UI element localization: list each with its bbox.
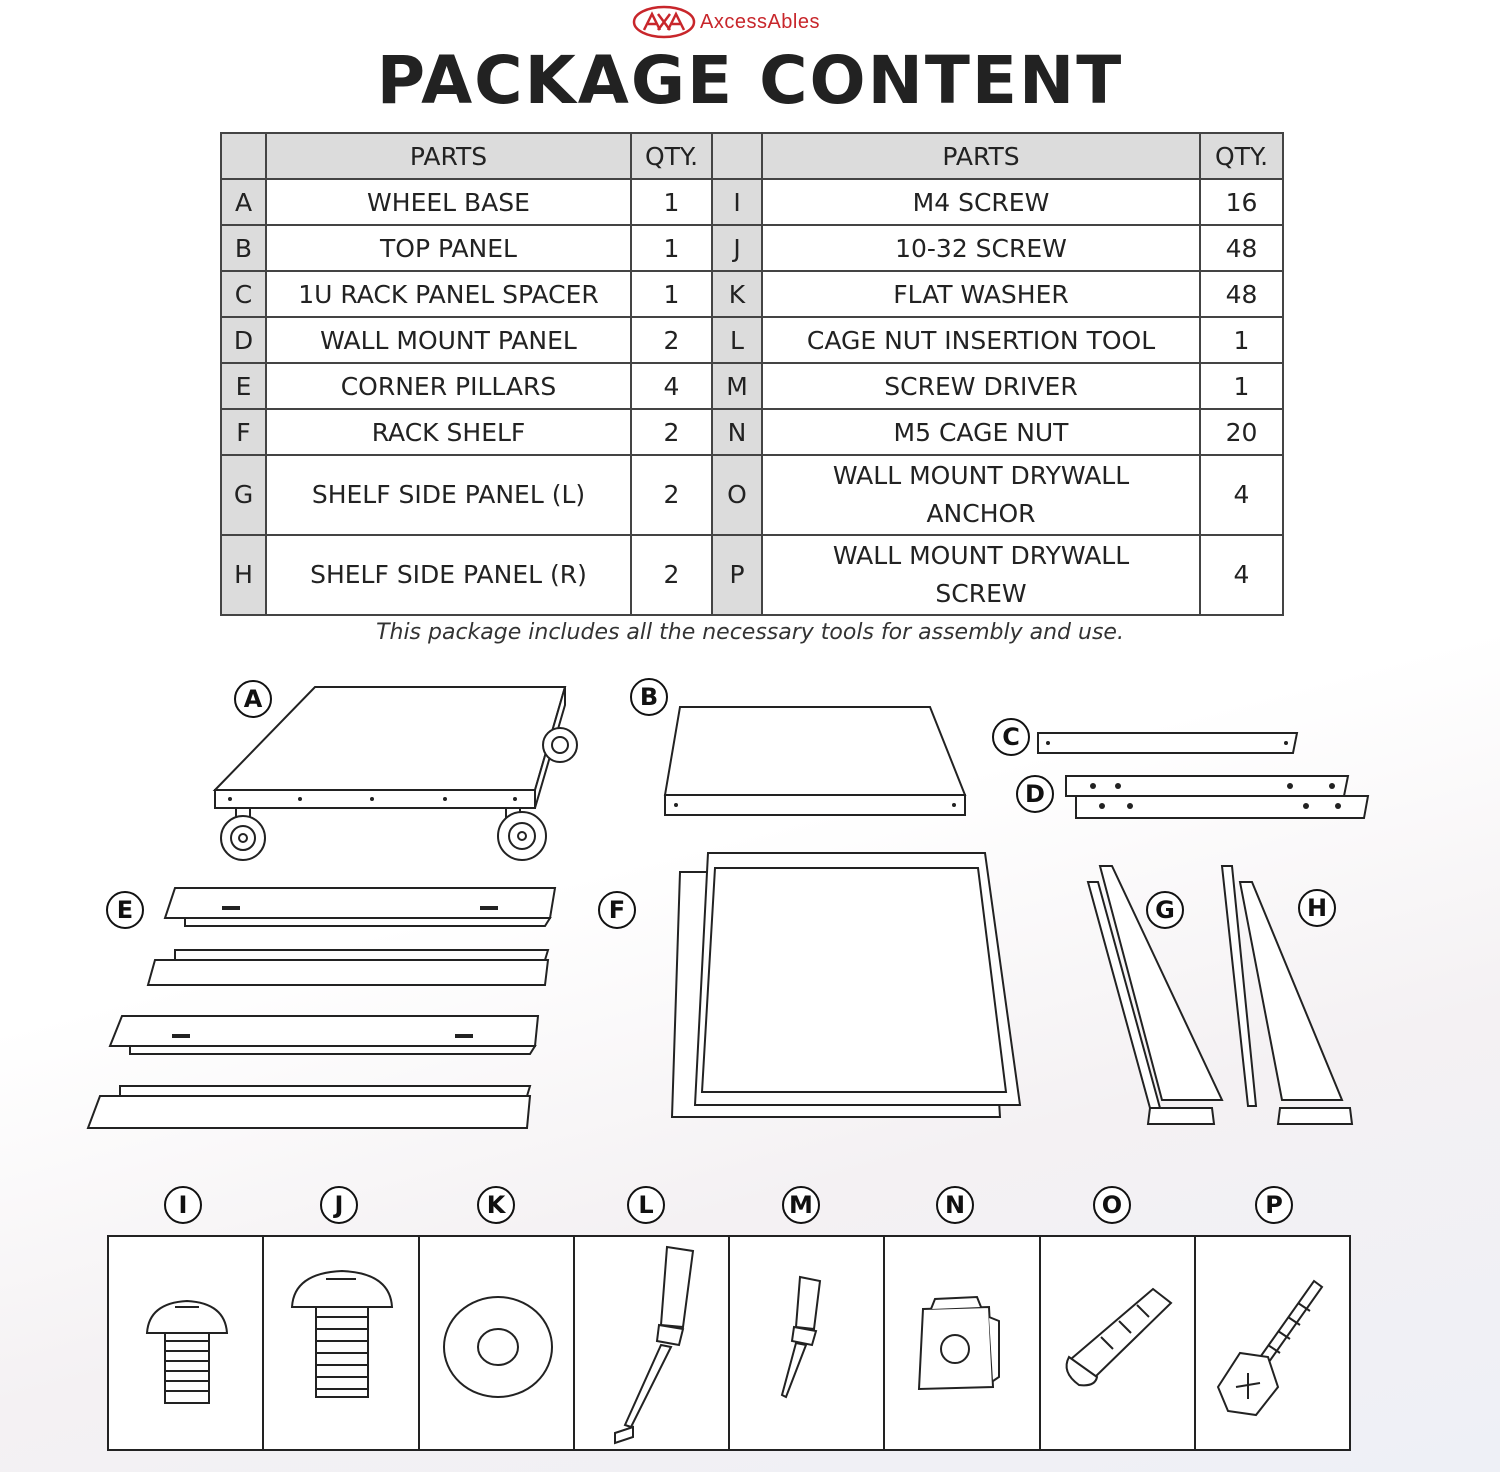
part-name: M5 CAGE NUT <box>762 409 1200 455</box>
hardware-cell-n <box>885 1237 1040 1449</box>
part-letter: H <box>221 535 266 615</box>
corner-pillars-drawing <box>88 888 555 1128</box>
part-name: WHEEL BASE <box>266 179 631 225</box>
part-letter: L <box>712 317 762 363</box>
hardware-cell-o <box>1041 1237 1196 1449</box>
part-qty: 2 <box>631 535 712 615</box>
part-qty: 1 <box>1200 363 1283 409</box>
hardware-label-i: I <box>164 1186 202 1224</box>
part-qty: 4 <box>1200 535 1283 615</box>
part-name-line: ANCHOR <box>926 499 1036 528</box>
rack-shelf-drawing <box>672 853 1020 1117</box>
part-name: SHELF SIDE PANEL (R) <box>266 535 631 615</box>
part-name: SCREW DRIVER <box>762 363 1200 409</box>
hardware-cell-i <box>109 1237 264 1449</box>
part-letter: F <box>221 409 266 455</box>
part-qty: 1 <box>631 271 712 317</box>
hardware-label-j: J <box>320 1186 358 1224</box>
drywall-anchor-icon <box>1041 1237 1196 1449</box>
part-name: RACK SHELF <box>266 409 631 455</box>
part-qty: 1 <box>631 179 712 225</box>
part-name-line: WALL MOUNT DRYWALL <box>832 541 1130 570</box>
part-letter: G <box>221 455 266 535</box>
part-qty: 2 <box>631 409 712 455</box>
hardware-label-p: P <box>1255 1186 1293 1224</box>
hardware-grid <box>107 1235 1351 1451</box>
part-letter: B <box>221 225 266 271</box>
part-name: SHELF SIDE PANEL (L) <box>266 455 631 535</box>
cage-nut-icon <box>885 1237 1040 1449</box>
part-letter: M <box>712 363 762 409</box>
hardware-label-l: L <box>627 1186 665 1224</box>
rack-spacer-drawing <box>1038 733 1297 753</box>
part-name-line: SCREW <box>935 579 1027 608</box>
hardware-label-m: M <box>782 1186 820 1224</box>
part-qty: 1 <box>1200 317 1283 363</box>
part-qty: 2 <box>631 455 712 535</box>
part-letter: E <box>221 363 266 409</box>
hardware-label-k: K <box>477 1186 515 1224</box>
part-name: FLAT WASHER <box>762 271 1200 317</box>
hardware-label-o: O <box>1093 1186 1131 1224</box>
part-name: 10-32 SCREW <box>762 225 1200 271</box>
part-qty: 2 <box>631 317 712 363</box>
part-letter: D <box>221 317 266 363</box>
diagram-label-d: D <box>1016 775 1054 813</box>
part-qty: 48 <box>1200 225 1283 271</box>
m4-screw-icon <box>109 1237 264 1449</box>
screwdriver-icon <box>730 1237 885 1449</box>
drywall-screw-icon <box>1196 1237 1351 1449</box>
part-qty: 4 <box>1200 455 1283 535</box>
diagram-label-c: C <box>992 718 1030 756</box>
part-name: TOP PANEL <box>266 225 631 271</box>
part-letter: P <box>712 535 762 615</box>
hardware-label-n: N <box>936 1186 974 1224</box>
hardware-cell-k <box>420 1237 575 1449</box>
diagram-label-g: G <box>1146 891 1184 929</box>
cage-nut-tool-icon <box>575 1237 730 1449</box>
hardware-cell-m <box>730 1237 885 1449</box>
10-32-screw-icon <box>264 1237 419 1449</box>
hardware-cell-l <box>575 1237 730 1449</box>
diagram-label-a: A <box>234 680 272 718</box>
part-name: M4 SCREW <box>762 179 1200 225</box>
header-parts: PARTS <box>762 133 1200 179</box>
part-name: CAGE NUT INSERTION TOOL <box>762 317 1200 363</box>
part-letter: J <box>712 225 762 271</box>
diagram-label-h: H <box>1298 889 1336 927</box>
header-qty: QTY. <box>631 133 712 179</box>
part-qty: 16 <box>1200 179 1283 225</box>
diagram-label-e: E <box>106 891 144 929</box>
package-note: This package includes all the necessary tools for assembly and use. <box>376 620 1124 645</box>
flat-washer-icon <box>420 1237 575 1449</box>
wheel-base-drawing <box>215 687 577 860</box>
part-qty: 4 <box>631 363 712 409</box>
part-qty: 20 <box>1200 409 1283 455</box>
diagram-label-f: F <box>598 891 636 929</box>
wall-mount-panel-drawing <box>1066 776 1368 818</box>
header-parts: PARTS <box>266 133 631 179</box>
part-name: 1U RACK PANEL SPACER <box>266 271 631 317</box>
part-letter: A <box>221 179 266 225</box>
page-title: PACKAGE CONTENT <box>376 42 1124 119</box>
part-letter: K <box>712 271 762 317</box>
part-name: CORNER PILLARS <box>266 363 631 409</box>
part-letter: O <box>712 455 762 535</box>
part-letter: C <box>221 271 266 317</box>
part-name-line: WALL MOUNT DRYWALL <box>832 461 1130 490</box>
header-qty: QTY. <box>1200 133 1283 179</box>
brand-name: AxcessAbles <box>700 10 820 33</box>
hardware-cell-j <box>264 1237 419 1449</box>
top-panel-drawing <box>665 707 965 815</box>
part-qty: 48 <box>1200 271 1283 317</box>
part-name: WALL MOUNT PANEL <box>266 317 631 363</box>
part-letter: I <box>712 179 762 225</box>
part-letter: N <box>712 409 762 455</box>
part-qty: 1 <box>631 225 712 271</box>
hardware-cell-p <box>1196 1237 1349 1449</box>
diagram-label-b: B <box>630 678 668 716</box>
